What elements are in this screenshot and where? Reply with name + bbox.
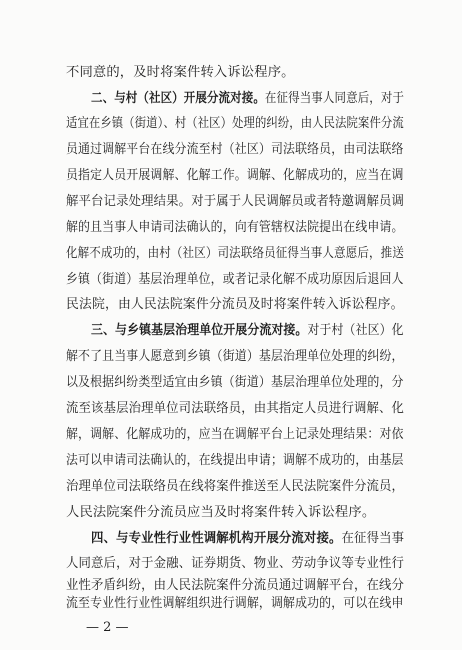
text-line <box>66 168 404 184</box>
text-line <box>66 116 404 132</box>
line-text: 解平台记录处理结果。对于属于人民调解员或者特邀调解员调 <box>66 194 405 209</box>
line-text: 解，调解、化解成功的，应当在调解平台上记录处理结果：对依 <box>66 427 404 442</box>
text-line <box>91 91 404 107</box>
line-text: 对于村（社区）化 <box>307 323 404 338</box>
line-text: 适宜在乡镇（街道）、村（社区）处理的纠纷，由人民法院案件分流 <box>66 116 404 131</box>
line-text: 解的且当事人申请司法确认的，向有管辖权法院提出在线申请。 <box>66 220 404 235</box>
line-text: 在征得当事 <box>341 531 405 546</box>
text-line <box>66 246 404 262</box>
section-heading: 二、与村（社区）开展分流对接。 <box>91 91 265 106</box>
line-text: 民法院，由人民法院案件分流员及时将案件转入诉讼程序。 <box>66 297 404 312</box>
line-text: 在征得当事人同意后，对于 <box>264 91 405 106</box>
line-text: 员指定人员开展调解、化解工作。调解、化解成功的，应当在调 <box>66 168 404 183</box>
line-text: 以及根据纠纷类型适宜由乡镇（街道）基层治理单位处理的，分 <box>66 375 404 390</box>
section-heading: 四、与专业性行业性调解机构开展分流对接。 <box>91 531 342 546</box>
line-text: 员通过调解平台在线分流至村（社区）司法联络员，由司法联络 <box>66 142 404 157</box>
text-line <box>66 596 404 612</box>
text-line <box>66 479 404 495</box>
text-line <box>91 531 404 547</box>
line-text: 流至专业性行业性调解组织进行调解，调解成功的，可以在线申 <box>66 596 404 611</box>
text-line <box>66 427 404 443</box>
text-line <box>66 375 404 391</box>
text-line <box>66 297 404 313</box>
line-text: 化解不成功的，由村（社区）司法联络员征得当事人意愿后，推送 <box>66 246 404 261</box>
text-line <box>66 453 404 469</box>
text-line <box>66 272 404 288</box>
text-line <box>66 142 404 158</box>
text-line <box>66 194 404 210</box>
line-text: 乡镇（街道）基层治理单位，或者记录化解不成功原因后退回人 <box>66 272 404 287</box>
line-text: 流至该基层治理单位司法联络员，由其指定人员进行调解、化 <box>66 401 405 416</box>
text-line <box>66 556 404 572</box>
text-line <box>66 505 375 521</box>
text-line <box>91 323 404 339</box>
text-line <box>66 65 295 81</box>
line-text: 人民法院案件分流员应当及时将案件转入诉讼程序。 <box>66 505 376 520</box>
text-line <box>66 220 404 236</box>
section-heading: 三、与乡镇基层治理单位开展分流对接。 <box>91 323 308 338</box>
line-text: 业性矛盾纠纷，由人民法院案件分流员通过调解平台，在线分 <box>66 578 405 593</box>
line-text: 治理单位司法联络员在线将案件推送至人民法院案件分流员， <box>66 479 405 494</box>
line-text: 人同意后，对于金融、证券期货、物业、劳动争议等专业性行 <box>66 556 405 571</box>
text-line <box>66 401 404 417</box>
text-line <box>66 349 404 365</box>
page-number: — 2 — <box>86 620 129 635</box>
text-line <box>66 578 404 594</box>
line-text: 法可以申请司法确认的，在线提出申请；调解不成功的，由基层 <box>66 453 404 468</box>
line-text: 不同意的，及时将案件转入诉讼程序。 <box>66 65 295 80</box>
line-text: 解不了且当事人愿意到乡镇（街道）基层治理单位处理的纠纷， <box>66 349 404 364</box>
